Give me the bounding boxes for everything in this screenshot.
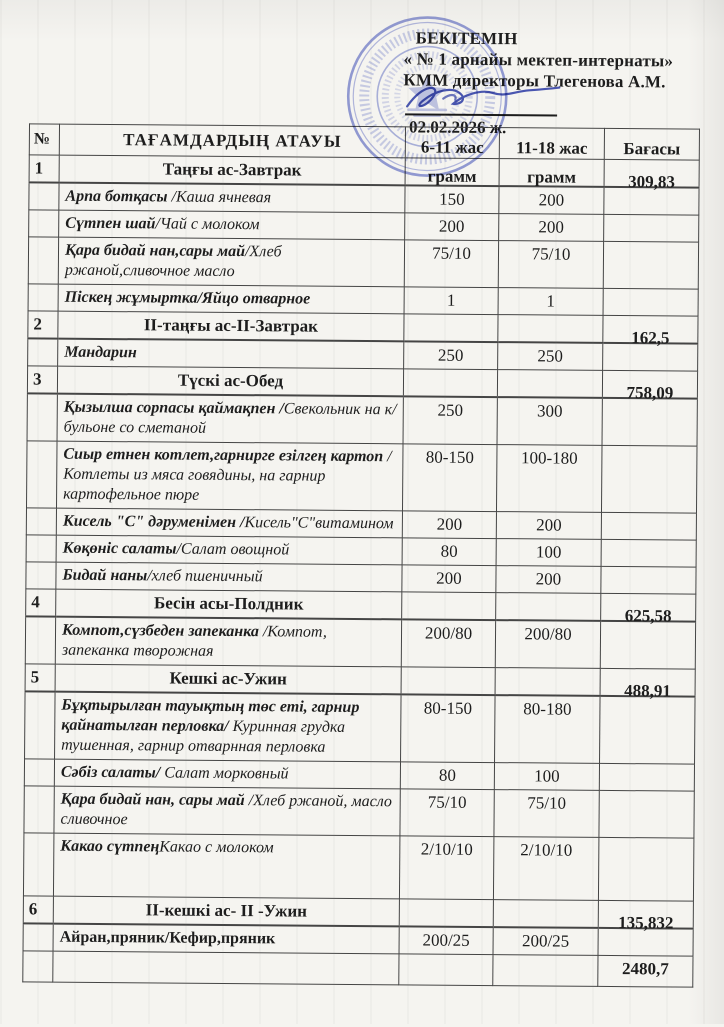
approval-org: « № 1 арнайы мектеп-интернаты» [403, 49, 674, 71]
portion-11-18: 200 [496, 566, 601, 594]
dish-name: Бұқтырылған тауықтың төс еті, гарнир қайнатылған перловка/ Куринная грудка тушенная, гарнир отварнная перловка [55, 692, 402, 762]
portion-11-18: 80-180 [495, 695, 601, 763]
dish-number-cell [29, 182, 59, 210]
header-age-6-11: 6-11 жас [405, 127, 499, 159]
menu-table [22, 123, 700, 987]
dish-number-cell [29, 210, 59, 237]
dish-number-cell [25, 691, 56, 759]
portion-11-18: 2/10/10 [493, 837, 598, 901]
portion-11-18: 200 [499, 186, 604, 214]
section-number: 1 [29, 155, 59, 183]
dish-row [25, 691, 696, 764]
portion-11-18: 100 [494, 763, 599, 791]
portion-6-11: 250 [404, 341, 498, 369]
total-name-cell [53, 951, 399, 985]
portion-6-11: 1 [404, 287, 498, 315]
approval-block [403, 27, 703, 92]
dish-row [27, 441, 698, 513]
section-gram-11-18 [497, 370, 602, 398]
dish-name: Сәбіз салаты/ Салат морковный [54, 759, 400, 789]
section-gram-6-11 [401, 667, 495, 695]
dish-number-cell [26, 562, 56, 589]
section-price: 135,832 [598, 900, 693, 928]
portion-6-11: 75/10 [404, 240, 498, 288]
dish-number-cell [23, 833, 53, 896]
portion-6-11: 80 [400, 762, 494, 790]
portion-6-11: 80-150 [401, 694, 496, 762]
section-price: 758,09 [602, 370, 697, 398]
portion-6-11: 150 [405, 185, 499, 213]
dish-number-cell [27, 441, 58, 508]
dish-name: Қызылша сорпасы қаймақпен /Свекольник на к/бульоне со сметаной [57, 394, 403, 444]
section-title: ІІ-кешкі ас- ІІ -Ужин [53, 896, 399, 926]
section-gram-6-11: грамм [405, 158, 499, 186]
dish-price-cell [603, 241, 698, 289]
portion-11-18: 300 [497, 397, 602, 445]
section-price: 162,5 [603, 315, 698, 343]
portion-11-18: 200 [499, 214, 604, 242]
total-6-11-cell [399, 954, 493, 986]
approval-director: КММ директоры Тлегенова А.М. [403, 70, 666, 92]
section-gram-6-11 [404, 314, 498, 342]
dish-name: Мандарин [58, 339, 404, 369]
portion-6-11: 200 [402, 565, 496, 593]
section-title: Кешкі ас-Ужин [55, 664, 401, 694]
dish-price-cell [601, 512, 696, 540]
section-number: 2 [28, 311, 58, 339]
section-price: 488,91 [600, 668, 695, 696]
dish-number-cell [26, 535, 56, 562]
section-price: 625,58 [601, 593, 696, 621]
portion-11-18: 200/25 [493, 927, 598, 955]
portion-6-11: 2/10/10 [399, 836, 493, 900]
dish-number-cell [26, 508, 56, 535]
total-num-cell [23, 951, 53, 982]
dish-number-cell [24, 759, 54, 786]
section-title: ІІ-таңғы ас-ІІ-Завтрак [58, 311, 404, 341]
dish-price-cell [601, 539, 696, 567]
dish-name: Сүтпен шай/Чай с молоком [59, 210, 405, 240]
total-11-18-cell [493, 955, 598, 987]
dish-price-cell [600, 696, 696, 764]
dish-number-cell [28, 237, 58, 284]
portion-11-18: 100-180 [496, 445, 602, 513]
section-gram-6-11 [399, 899, 493, 927]
dish-row [24, 786, 694, 838]
section-gram-11-18: грамм [499, 159, 604, 187]
dish-name: Кисель "С" дәруменімен /Кисель"С"витамином [56, 508, 402, 538]
dish-price-cell [599, 790, 694, 838]
section-title: Бесін асы-Полдник [56, 589, 402, 619]
dish-price-cell [601, 445, 697, 513]
dish-price-cell [604, 214, 699, 242]
section-title: Таңғы ас-Завтрак [59, 155, 405, 185]
dish-name: Піскең жұмыртка/Яйцо отварное [58, 284, 404, 314]
portion-6-11: 80-150 [402, 444, 497, 512]
dish-price-cell [599, 763, 694, 791]
header-age-11-18: 11-18 жас [499, 128, 604, 160]
header-dish-name: ТАҒАМДАРДЫҢ АТАУЫ [59, 124, 405, 158]
portion-6-11: 200 [402, 511, 496, 539]
dish-price-cell [598, 837, 693, 901]
dish-name: Қара бидай нан, сары май /Хлеб ржаной, масло сливочное [54, 786, 400, 836]
dish-name: Көқөніс салаты/Салат овощной [56, 535, 402, 565]
portion-11-18: 1 [498, 288, 603, 316]
dish-number-cell [23, 923, 53, 951]
dish-price-cell [601, 566, 696, 594]
dish-row [27, 393, 697, 446]
section-gram-6-11 [402, 592, 496, 620]
section-gram-11-18 [498, 315, 603, 343]
dish-row [23, 833, 693, 901]
portion-6-11: 80 [402, 538, 496, 566]
dish-price-cell [600, 621, 695, 669]
section-title: Түскі ас-Обед [57, 366, 403, 396]
portion-6-11: 75/10 [400, 789, 494, 837]
dish-price-cell [602, 398, 697, 446]
approval-date: 02.02.2026 ж. [408, 117, 507, 138]
dish-name: Компот,сүзбеден запеканка /Компот, запеканка творожная [55, 617, 401, 667]
portion-11-18: 75/10 [498, 241, 603, 289]
section-price: 309,83 [604, 159, 699, 187]
portion-11-18: 200/80 [495, 620, 600, 668]
header-num: № [29, 124, 59, 155]
dish-number-cell [28, 284, 58, 311]
portion-11-18: 250 [498, 342, 603, 370]
portion-11-18: 75/10 [494, 790, 599, 838]
dish-price-cell [603, 288, 698, 316]
approval-title: БЕКІТЕМІН [415, 28, 518, 49]
section-gram-11-18 [495, 668, 600, 696]
dish-row [25, 616, 695, 669]
section-gram-11-18 [493, 900, 598, 928]
portion-11-18: 100 [496, 539, 601, 567]
header-price: Бағасы [604, 128, 699, 160]
dish-name: Сиыр етнен котлет,гарнирге езілгең картоп /Котлеты из мяса говядины, на гарнир картофельное пюре [56, 441, 403, 511]
portion-6-11: 200/25 [399, 926, 493, 954]
section-number: 6 [23, 896, 53, 924]
portion-6-11: 200/80 [401, 619, 495, 667]
total-price: 2480,7 [598, 955, 693, 987]
dish-name: Қара бидай нан,сары май/Хлеб ржаной,сливочное масло [58, 237, 404, 287]
section-gram-6-11 [403, 369, 497, 397]
dish-name: Какао сүтпеңКакао с молоком [53, 833, 399, 899]
total-row [23, 951, 693, 987]
portion-11-18: 200 [496, 512, 601, 540]
signature-underline [405, 93, 557, 116]
dish-name: Бидай наны/хлеб пшеничный [56, 562, 402, 592]
dish-number-cell [24, 786, 54, 833]
section-gram-11-18 [496, 593, 601, 621]
portion-6-11: 200 [405, 213, 499, 241]
portion-6-11: 250 [403, 396, 497, 444]
dish-number-cell [27, 393, 57, 441]
dish-name: Айран,пряник/Кефир,пряник [53, 924, 399, 954]
dish-number-cell [25, 616, 55, 664]
section-number: 3 [27, 366, 57, 394]
section-number: 5 [25, 664, 55, 692]
dish-row [28, 237, 698, 289]
section-number: 4 [26, 589, 56, 617]
dish-number-cell [28, 338, 58, 366]
dish-name: Арпа ботқасы /Каша ячневая [59, 183, 405, 213]
